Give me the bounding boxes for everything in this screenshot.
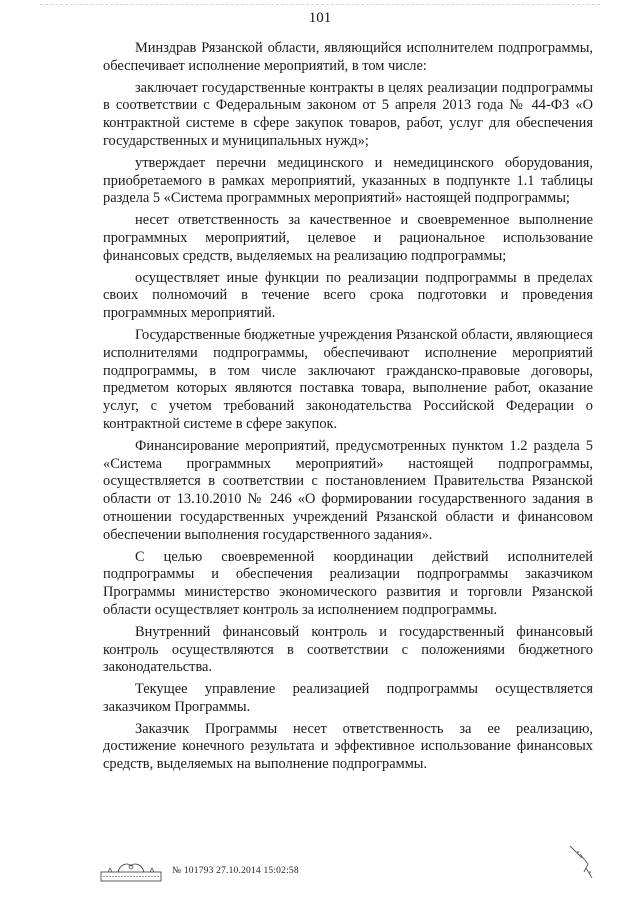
document-body [103,40,593,778]
paragraph: утверждает перечни медицинского и немедицинского оборудования, приобретаемого в рамках мероприятий, указанных в подпункте 1.1 таблицы раздела 5 «Система программных мероприятий» настоящей подпрограммы; [103,154,593,207]
paragraph: С целью своевременной координации действий исполнителей подпрограммы и обеспечения реализации подпрограммы заказчиком Программы министерство экономического развития и торговли Рязанской области осуществляет контроль за исполнением подпрограммы. [103,548,593,618]
scan-mark-icon [566,842,596,882]
scan-artifact-line [40,4,600,9]
paragraph: несет ответственность за качественное и своевременное выполнение программных мероприятий, целевое и рациональное использование финансовых средств, выделяемых на реализацию подпрограммы; [103,212,593,264]
registry-number-timestamp: № 101793 27.10.2014 15:02:58 [172,866,299,876]
paragraph: Текущее управление реализацией подпрограммы осуществляется заказчиком Программы. [103,681,593,715]
document-footer [100,860,400,882]
paragraph: Финансирование мероприятий, предусмотренных пунктом 1.2 раздела 5 «Система программных мероприятий» настоящей подпрограммы, осуществляется в соответствии с постановлением Правительства Рязанской области от 13.10.2010 № 246 «О формировании государственного задания в отношении государственных учреждений Рязанской области и финансовом обеспечении выполнения государственного задания». [103,437,593,543]
paragraph: осуществляет иные функции по реализации подпрограммы в пределах своих полномочий в течение всего срока подготовки и проведения программных мероприятий. [103,269,593,322]
paragraph: Минздрав Рязанской области, являющийся исполнителем подпрограммы, обеспечивает исполнение мероприятий, в том числе: [103,40,593,74]
paragraph: Внутренний финансовый контроль и государственный финансовый контроль осуществляются в соответствии с положениями бюджетного законодательства. [103,623,593,676]
page-number: 101 [308,10,332,26]
paragraph: Заказчик Программы несет ответственность за ее реализацию, достижение конечного результата и эффективное использование финансовых средств, выделяемых на выполнение подпрограммы. [103,720,593,773]
document-registry-stamp-icon [100,860,162,882]
paragraph: заключает государственные контракты в целях реализации подпрограммы в соответствии с Федеральным законом от 5 апреля 2013 года № 44-ФЗ «О контрактной системе в сфере закупок товаров, работ, услуг для обеспечения государственных и муниципальных нужд»; [103,79,593,149]
paragraph: Государственные бюджетные учреждения Рязанской области, являющиеся исполнителями подпрограммы, обеспечивают исполнение мероприятий подпрограммы, в том числе заключают гражданско-правовые договоры, предметом которых являются поставка товара, выполнение работ, оказание услуг, с учетом требований законодательства Российской Федерации о контрактной системе в сфере закупок. [103,326,593,432]
